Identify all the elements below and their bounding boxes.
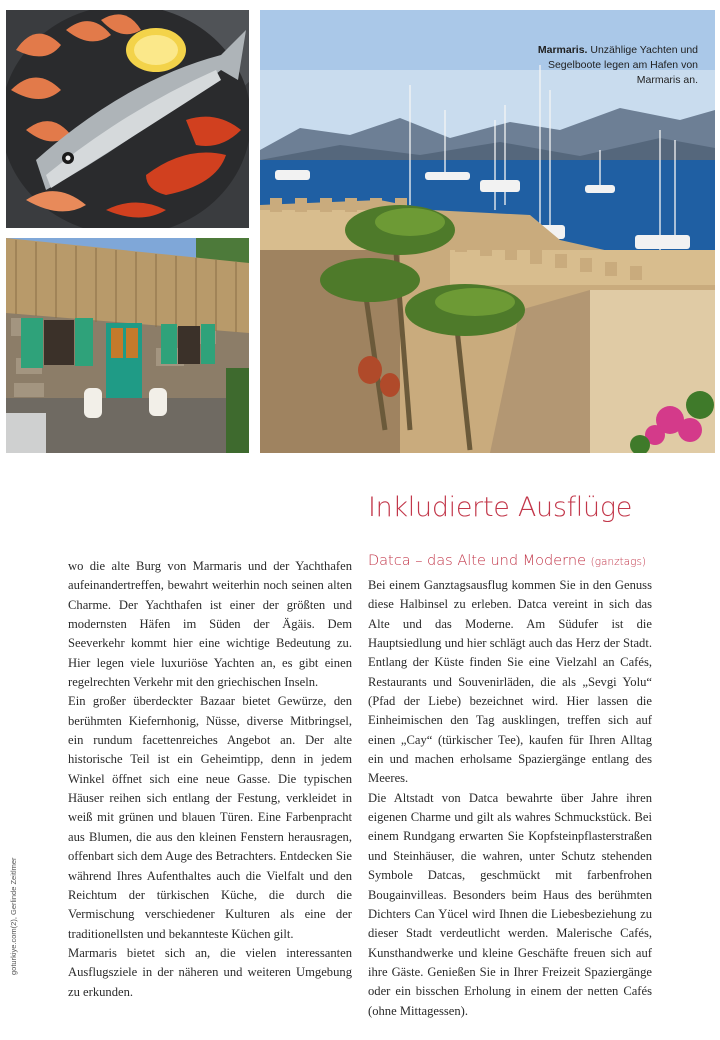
harbor-photo-caption [508,43,698,88]
subheading-main: Datca – das Alte und Moderne [368,553,591,569]
left-paragraph-2: Ein großer überdeckter Bazaar bietet Gewürze, den berühmten Kiefernhonig, Nüsse, diverse Mitbringsel, ein rundum facettenreiches Angebot an. Der alte historische Teil ist ein Geheimtipp, denn in jedem Winkel öffnet sich eine neue Gasse. Die typischen Häuser reihen sich entlang der Festung, verkleidet in weiß mit grünen und blauen Türen. Eine Farbenpracht aus Blumen, die aus den kleinen Fenstern herausragen, offenbart sich dem Auge des Betrachters. Entdecken Sie während Ihres Aufenthaltes auch die Vielfalt und den Reichtum der türkischen Küche, die durch die Vermischung verschiedener Kulturen als eine der traditionellsten und bekannteste Küchen gilt. [68,694,352,941]
right-paragraph-2: Die Altstadt von Datca bewahrte über Jahre ihren eigenen Charme und gilt als wahres Schmuckstück. Bei einem Rundgang erwarten Sie Kopfsteinpflasterstraßen und Steinhäuser, die wahren, unter Schutz stehenden Symbole Datcas, geschmückt mit farbenfrohen Bougainvilleas. Besonders beim Haus des berühmten Dichters Can Yücel wird Ihnen die Liebesbeziehung zu dieser Stadt verdeutlicht werden. Malerische Cafés, Kunsthandwerke und kleine Geschäfte freuen sich auf ihre Gäste. Genießen Sie in Ihrer Freizeit Spaziergänge oder ein bisschen Erholung in einem der netten Cafés (ohne Mittagessen). [368,790,652,1018]
section-title: Inkludierte Ausflüge [368,492,633,523]
caption-text: Unzählige Yachten und Segelboote legen am Hafen von Marmaris an. [547,44,698,86]
photo-credit: goturkiye.com(2), Gerlinde Zeitlmer [9,857,18,975]
subheading-duration: (ganztags) [590,556,647,568]
left-paragraph-3: Marmaris bietet sich an, die vielen interessanten Ausflugsziele in der näheren und weiteren Umgebung zu erkunden. [68,945,352,999]
right-text-column [368,576,652,1021]
left-paragraph-1: wo die alte Burg von Marmaris und der Yachthafen aufeinandertreffen, bewahrt weiterhin noch seinen alten Charme. Der Yachthafen ist einer der größten und modernsten Häfen im Süden der Ägäis. Dem Seeverkehr kommt hier eine wichtige Bedeutung zu. Hier legen viele luxuriöse Yachten an, es gibt einen regelrechten Verkehr mit den griechischen Inseln. [68,559,352,690]
caption-bold: Marmaris. [537,44,588,56]
right-paragraph-1: Bei einem Ganztagsausflug kommen Sie in den Genuss diese Halbinsel zu erleben. Datca vereint in sich das Alte und das Moderne. Am Südufer ist die Hauptsiedlung und hier schlägt auch das Herz der Stadt. Entlang der Küste finden Sie eine Vielzahl an Cafés, Restaurants und Souvenirläden, die als „Sevgi Yolu“ (Pfad der Liebe) bezeichnet wird. Hier lassen die Einheimischen den Tag ausklingen, treffen sich auf einen „Cay“ (türkischer Tee), kaufen für Ihren Alltag ein und machen erholsame Spaziergänge entlang des Meeres. [368,578,652,786]
seafood-photo [6,10,249,228]
stone-house-photo [6,238,249,453]
left-text-column [68,557,352,1002]
excursion-subheading [368,553,646,569]
